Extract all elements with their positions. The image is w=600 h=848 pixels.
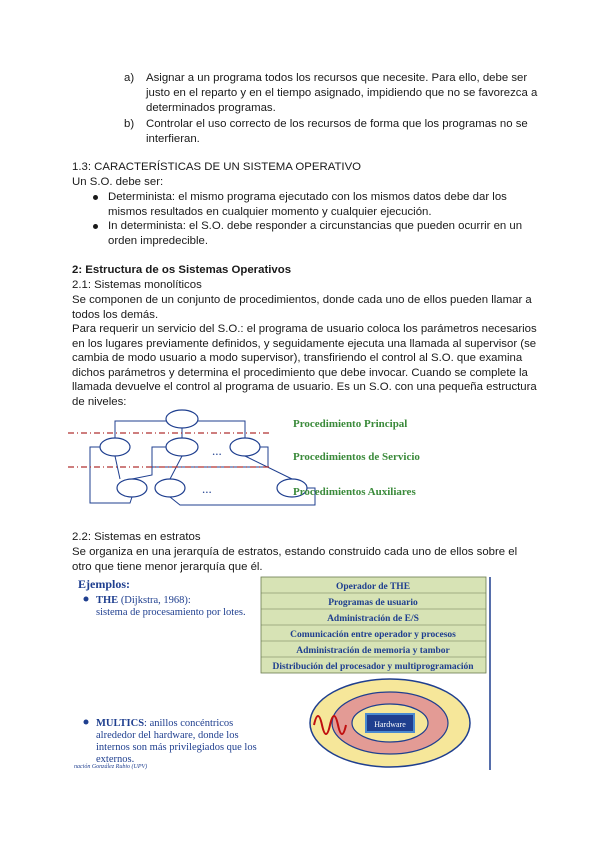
s22-line-2: otro que tiene menor jerarquía que él. bbox=[72, 561, 263, 573]
procedure-node bbox=[166, 410, 198, 428]
examples-figure bbox=[70, 575, 500, 770]
bullet-dot bbox=[93, 224, 98, 229]
procedure-node bbox=[117, 479, 147, 497]
examples-title: Ejemplos: bbox=[78, 577, 130, 591]
section-1-3-intro: Un S.O. debe ser: bbox=[72, 176, 164, 188]
list-b-line-1: Controlar el uso correcto de los recursos de forma que los programas no se bbox=[146, 118, 528, 130]
section-1-3-heading: 1.3: CARACTERÍSTICAS DE UN SISTEMA OPERATIVO bbox=[72, 161, 362, 173]
multics-rings bbox=[310, 679, 470, 767]
p1-line-1: Se componen de un conjunto de procedimientos, donde cada uno de ellos pueden llamar a bbox=[72, 294, 532, 306]
procedure-node bbox=[166, 438, 198, 456]
section-2-2-heading: 2.2: Sistemas en estratos bbox=[72, 531, 201, 543]
layer-0: Distribución del procesador y multiprogramación bbox=[272, 662, 474, 672]
example-bullet bbox=[84, 597, 89, 602]
procedure-node bbox=[155, 479, 185, 497]
p2-line-3: cambia de modo usuario a modo supervisor), transfiriendo el control al S.O. que examina bbox=[72, 352, 523, 364]
multics-line-4: externos. bbox=[96, 754, 135, 765]
bullet2-line-2: orden impredecible. bbox=[108, 235, 209, 247]
multics-name: MULTICS bbox=[96, 718, 145, 729]
label-procedimientos-servicio: Procedimientos de Servicio bbox=[293, 451, 420, 463]
list-a-line-1: Asignar a un programa todos los recursos que necesite. Para ello, debe ser bbox=[146, 72, 528, 84]
list-a-line-3: determinados programas. bbox=[146, 102, 276, 114]
section-2-heading: 2: Estructura de os Sistemas Operativos bbox=[72, 264, 292, 276]
bullet1-line-2: mismos resultados en cualquier momento y cualquier ejecución. bbox=[108, 206, 432, 218]
example-bullet bbox=[84, 720, 89, 725]
the-example-line-1 bbox=[96, 595, 191, 606]
p1-line-2: todos los demás. bbox=[72, 309, 159, 321]
procedure-node bbox=[230, 438, 260, 456]
the-layers-table bbox=[261, 577, 486, 673]
multics-example-line-1 bbox=[96, 718, 233, 729]
p2-line-2: en los lugares previamente definidos, y seguidamente ejecuta una llamada al supervisor (se bbox=[72, 338, 537, 350]
section-2-1-heading: 2.1: Sistemas monolíticos bbox=[72, 279, 202, 291]
layer-5: Operador de THE bbox=[335, 582, 411, 592]
multics-rest: : anillos concéntricos bbox=[144, 718, 234, 729]
procedure-node bbox=[100, 438, 130, 456]
slide-footer: nación González Rubio (UPV) bbox=[74, 764, 148, 770]
bullet1-line-1: Determinista: el mismo programa ejecutado con los mismos datos debe dar los bbox=[108, 191, 507, 203]
the-rest: (Dijkstra, 1968): bbox=[118, 595, 191, 606]
list-marker-a: a) bbox=[124, 72, 135, 84]
the-example-line-2: sistema de procesamiento por lotes. bbox=[96, 607, 246, 618]
diagram-dots: ... bbox=[202, 481, 212, 496]
p2-line-1: Para requerir un servicio del S.O.: el programa de usuario coloca los parámetros necesarios bbox=[72, 323, 537, 335]
diagram-dots: ... bbox=[212, 443, 222, 458]
label-procedimiento-principal: Procedimiento Principal bbox=[293, 418, 408, 430]
monolithic-diagram bbox=[60, 405, 520, 513]
list-a-line-2: justo en el reparto y en el tiempo asignado, impidiendo que no se favorezca a bbox=[146, 87, 538, 99]
the-name: THE bbox=[96, 595, 119, 606]
hardware-label: Hardware bbox=[374, 720, 406, 729]
list-b-line-2: interfieran. bbox=[146, 133, 200, 145]
p2-line-5: llamada devuelve el control al programa de usuario. Es un S.O. con una pequeña estructura bbox=[72, 381, 537, 393]
layer-1: Administración de memoria y tambor bbox=[296, 646, 450, 656]
p2-line-6: de niveles: bbox=[72, 396, 127, 408]
p2-line-4: dichos parámetros y determina el procedimiento que debe invocar. Cuando se complete la bbox=[72, 367, 528, 379]
label-procedimientos-auxiliares: Procedimientos Auxiliares bbox=[293, 486, 416, 498]
layer-2: Comunicación entre operador y procesos bbox=[290, 630, 456, 640]
s22-line-1: Se organiza en una jerarquía de estratos, estando construido cada uno de ellos sobre el bbox=[72, 546, 518, 558]
bullet2-line-1: In determinista: el S.O. debe responder a circunstancias que pueden ocurrir en un bbox=[108, 220, 523, 232]
layer-4: Programas de usuario bbox=[328, 598, 418, 608]
multics-line-3: internos son más privilegiados que los bbox=[96, 742, 257, 753]
layer-3: Administración de E/S bbox=[327, 614, 419, 624]
multics-line-2: alrededor del hardware, donde los bbox=[96, 730, 239, 741]
list-marker-b: b) bbox=[124, 118, 135, 130]
bullet-dot bbox=[93, 195, 98, 200]
